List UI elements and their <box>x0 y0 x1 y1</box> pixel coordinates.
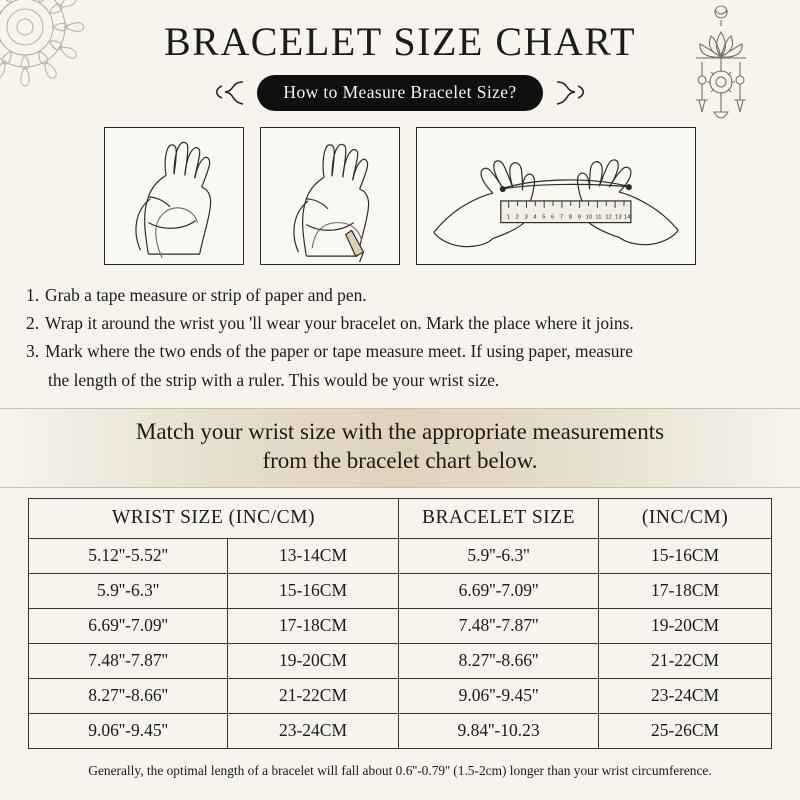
svg-text:8: 8 <box>568 214 573 221</box>
svg-text:3: 3 <box>524 214 528 221</box>
svg-text:11: 11 <box>595 214 602 221</box>
table-row <box>29 643 772 678</box>
step-text-continued: the length of the strip with a ruler. This would be your wrist size. <box>48 369 500 390</box>
cell-wrist-cm: 15-16CM <box>228 573 399 608</box>
step-text: Wrap it around the wrist you 'll wear your bracelet on. Mark the place where it joins. <box>45 313 634 334</box>
table-head <box>29 498 772 538</box>
table-row <box>29 713 772 748</box>
cell-wrist-cm: 23-24CM <box>228 713 399 748</box>
hand-tape-drawing <box>105 128 243 264</box>
cell-bracelet-cm: 17-18CM <box>599 573 772 608</box>
svg-text:5: 5 <box>542 214 546 221</box>
illustration-hand-with-tape-measure <box>104 127 244 265</box>
step-item <box>26 281 774 309</box>
page-title: BRACELET SIZE CHART <box>163 19 637 64</box>
hand-wrap-drawing <box>261 128 399 264</box>
cell-bracelet-cm: 19-20CM <box>599 608 772 643</box>
match-size-banner <box>0 408 800 488</box>
header-wrist-size: WRIST SIZE (INC/CM) <box>29 498 399 538</box>
cell-wrist-cm: 13-14CM <box>228 538 399 573</box>
svg-text:4: 4 <box>533 214 537 221</box>
banner-line-2: from the bracelet chart below. <box>262 447 538 473</box>
cell-wrist-cm: 19-20CM <box>228 643 399 678</box>
step-number: 2. <box>26 313 40 334</box>
cell-wrist-inch: 7.48''-7.87'' <box>29 643 228 678</box>
cell-bracelet-inch: 5.9''-6.3'' <box>398 538 598 573</box>
step-item <box>26 309 774 337</box>
svg-text:2: 2 <box>515 214 519 221</box>
table-row <box>29 573 772 608</box>
subtitle-pill: How to Measure Bracelet Size? <box>257 75 542 111</box>
cell-wrist-inch: 5.9''-6.3'' <box>29 573 228 608</box>
cell-wrist-cm: 21-22CM <box>228 678 399 713</box>
step-number: 1. <box>26 285 40 305</box>
illustration-strip-with-ruler <box>416 127 696 265</box>
step-text: Mark where the two ends of the paper or tape measure meet. If using paper, measure <box>45 341 633 362</box>
flourish-right-icon <box>553 78 587 108</box>
header-bracelet-size: BRACELET SIZE <box>398 498 598 538</box>
svg-text:6: 6 <box>551 214 555 221</box>
table-row <box>29 678 772 713</box>
cell-bracelet-cm: 23-24CM <box>599 678 772 713</box>
cell-bracelet-inch: 9.06''-9.45'' <box>398 678 598 713</box>
header-bracelet-units: (INC/CM) <box>599 498 772 538</box>
step-item <box>26 337 774 365</box>
cell-bracelet-cm: 21-22CM <box>599 643 772 678</box>
table-row <box>29 538 772 573</box>
table-row <box>29 608 772 643</box>
cell-bracelet-cm: 15-16CM <box>599 538 772 573</box>
size-table <box>28 498 772 749</box>
table-body <box>29 538 772 748</box>
svg-text:13: 13 <box>615 214 622 221</box>
cell-wrist-inch: 5.12''-5.52'' <box>29 538 228 573</box>
footnote: Generally, the optimal length of a bracelet will fall about 0.6''-0.79'' (1.5-2cm) longer than your wrist circumference. <box>88 762 712 778</box>
cell-bracelet-inch: 6.69''-7.09'' <box>398 573 598 608</box>
flourish-left-icon <box>213 78 247 108</box>
svg-text:1: 1 <box>506 214 511 221</box>
svg-text:14: 14 <box>624 214 631 221</box>
subtitle-row <box>0 75 800 111</box>
cell-wrist-inch: 9.06''-9.45'' <box>29 713 228 748</box>
ruler-measure-drawing <box>417 128 695 264</box>
cell-wrist-cm: 17-18CM <box>228 608 399 643</box>
table-header-row <box>29 498 772 538</box>
illustration-hand-wrapping-strip <box>260 127 400 265</box>
cell-bracelet-inch: 9.84''-10.23 <box>398 713 598 748</box>
svg-text:7: 7 <box>559 214 564 221</box>
steps-list <box>26 281 774 394</box>
step-text: Grab a tape measure or strip of paper and pen. <box>45 285 367 305</box>
banner-line-1: Match your wrist size with the appropriate measurements <box>135 418 665 444</box>
cell-bracelet-cm: 25-26CM <box>599 713 772 748</box>
cell-wrist-inch: 8.27''-8.66'' <box>29 678 228 713</box>
step-number: 3. <box>26 341 40 362</box>
illustration-row <box>0 127 800 265</box>
cell-bracelet-inch: 7.48''-7.87'' <box>398 608 598 643</box>
svg-text:12: 12 <box>605 214 612 221</box>
svg-text:10: 10 <box>585 214 593 221</box>
cell-bracelet-inch: 8.27''-8.66'' <box>398 643 598 678</box>
svg-text:9: 9 <box>577 214 581 221</box>
cell-wrist-inch: 6.69''-7.09'' <box>29 608 228 643</box>
